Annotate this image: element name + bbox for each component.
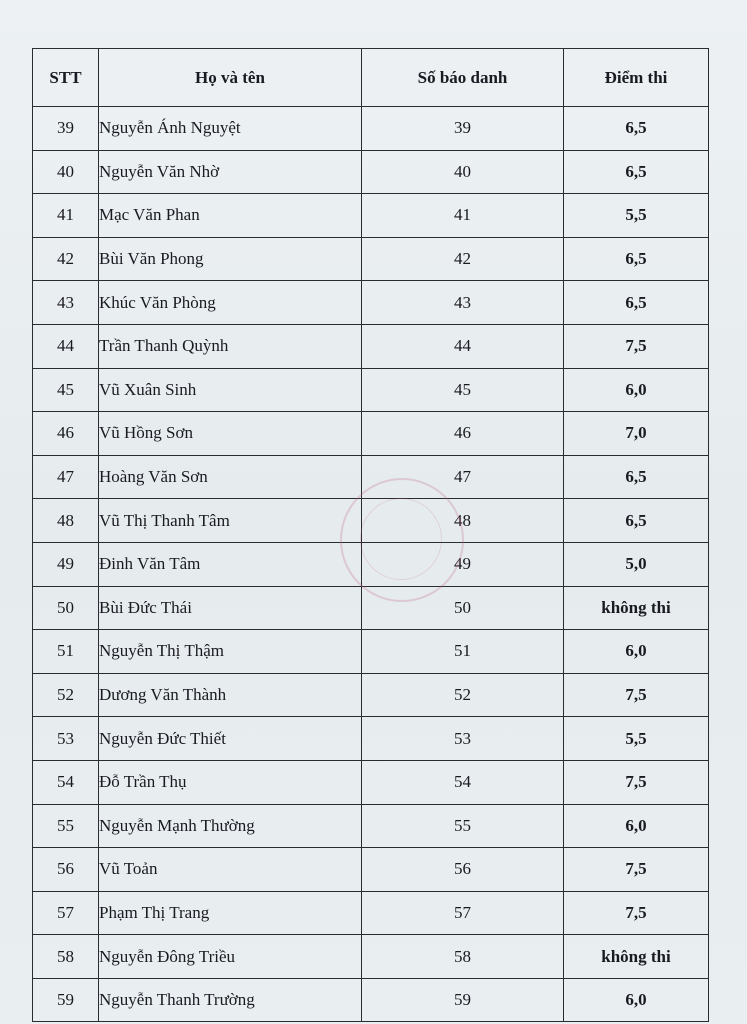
row-name-cell: Dương Văn Thành [99,673,362,717]
row-score-cell: 7,5 [564,848,709,892]
row-stt-cell: 51 [33,630,99,674]
table-row [33,368,709,412]
row-score-cell: 6,5 [564,499,709,543]
row-stt-cell: 58 [33,935,99,979]
row-score-cell: không thi [564,935,709,979]
table-row [33,455,709,499]
table-row [33,281,709,325]
row-score-cell: 6,0 [564,630,709,674]
table-row [33,760,709,804]
row-sbd-cell: 52 [362,673,564,717]
row-sbd-cell: 55 [362,804,564,848]
row-score-cell: 7,0 [564,412,709,456]
row-sbd-cell: 51 [362,630,564,674]
row-name-cell: Bùi Văn Phong [99,237,362,281]
row-name-cell: Nguyễn Mạnh Thường [99,804,362,848]
row-score-cell: 7,5 [564,891,709,935]
row-sbd-cell: 44 [362,324,564,368]
row-stt-cell: 47 [33,455,99,499]
table-row [33,542,709,586]
row-sbd-cell: 45 [362,368,564,412]
row-score-cell: 5,0 [564,542,709,586]
header-score: Điểm thi [564,49,709,107]
row-sbd-cell: 53 [362,717,564,761]
row-name-cell: Nguyễn Thị Thậm [99,630,362,674]
row-sbd-cell: 50 [362,586,564,630]
row-stt-cell: 44 [33,324,99,368]
row-score-cell: 5,5 [564,717,709,761]
row-sbd-cell: 40 [362,150,564,194]
table-row [33,804,709,848]
row-sbd-cell: 48 [362,499,564,543]
row-stt-cell: 42 [33,237,99,281]
row-sbd-cell: 39 [362,107,564,151]
row-score-cell: 6,0 [564,804,709,848]
table-body [33,107,709,1022]
row-stt-cell: 46 [33,412,99,456]
row-name-cell: Khúc Văn Phòng [99,281,362,325]
row-sbd-cell: 46 [362,412,564,456]
row-stt-cell: 40 [33,150,99,194]
table-row [33,586,709,630]
table-row [33,673,709,717]
row-score-cell: 6,5 [564,281,709,325]
row-name-cell: Phạm Thị Trang [99,891,362,935]
row-score-cell: 6,5 [564,150,709,194]
table-row [33,499,709,543]
table-row [33,978,709,1022]
exam-score-table [32,48,709,1022]
row-score-cell: 5,5 [564,194,709,238]
row-sbd-cell: 57 [362,891,564,935]
row-name-cell: Nguyễn Đức Thiết [99,717,362,761]
table-row [33,107,709,151]
row-stt-cell: 45 [33,368,99,412]
row-stt-cell: 59 [33,978,99,1022]
row-sbd-cell: 47 [362,455,564,499]
table-row [33,412,709,456]
row-name-cell: Vũ Xuân Sinh [99,368,362,412]
table-row [33,237,709,281]
row-score-cell: 7,5 [564,324,709,368]
row-sbd-cell: 56 [362,848,564,892]
table-header-row [33,49,709,107]
table-row [33,848,709,892]
table-row [33,891,709,935]
row-score-cell: 6,0 [564,368,709,412]
row-name-cell: Vũ Thị Thanh Tâm [99,499,362,543]
row-sbd-cell: 42 [362,237,564,281]
row-stt-cell: 49 [33,542,99,586]
header-sbd: Số báo danh [362,49,564,107]
row-sbd-cell: 49 [362,542,564,586]
row-sbd-cell: 41 [362,194,564,238]
row-score-cell: 6,5 [564,455,709,499]
row-stt-cell: 56 [33,848,99,892]
row-stt-cell: 55 [33,804,99,848]
row-sbd-cell: 43 [362,281,564,325]
table-row [33,935,709,979]
row-name-cell: Nguyễn Đông Triều [99,935,362,979]
table-row [33,194,709,238]
row-stt-cell: 39 [33,107,99,151]
row-stt-cell: 48 [33,499,99,543]
row-sbd-cell: 54 [362,760,564,804]
row-name-cell: Đinh Văn Tâm [99,542,362,586]
row-name-cell: Nguyễn Văn Nhờ [99,150,362,194]
row-stt-cell: 52 [33,673,99,717]
row-score-cell: 7,5 [564,673,709,717]
row-stt-cell: 57 [33,891,99,935]
row-name-cell: Mạc Văn Phan [99,194,362,238]
row-score-cell: không thi [564,586,709,630]
header-stt: STT [33,49,99,107]
row-name-cell: Nguyễn Ánh Nguyệt [99,107,362,151]
row-name-cell: Nguyễn Thanh Trường [99,978,362,1022]
row-score-cell: 6,5 [564,237,709,281]
row-sbd-cell: 58 [362,935,564,979]
table-row [33,150,709,194]
row-score-cell: 7,5 [564,760,709,804]
row-stt-cell: 41 [33,194,99,238]
row-name-cell: Vũ Toản [99,848,362,892]
row-name-cell: Vũ Hồng Sơn [99,412,362,456]
row-name-cell: Hoàng Văn Sơn [99,455,362,499]
row-score-cell: 6,0 [564,978,709,1022]
row-stt-cell: 50 [33,586,99,630]
row-name-cell: Trần Thanh Quỳnh [99,324,362,368]
table-row [33,630,709,674]
row-score-cell: 6,5 [564,107,709,151]
header-name: Họ và tên [99,49,362,107]
row-sbd-cell: 59 [362,978,564,1022]
row-name-cell: Đỗ Trần Thụ [99,760,362,804]
row-stt-cell: 43 [33,281,99,325]
table-row [33,324,709,368]
row-stt-cell: 53 [33,717,99,761]
table-row [33,717,709,761]
row-stt-cell: 54 [33,760,99,804]
row-name-cell: Bùi Đức Thái [99,586,362,630]
